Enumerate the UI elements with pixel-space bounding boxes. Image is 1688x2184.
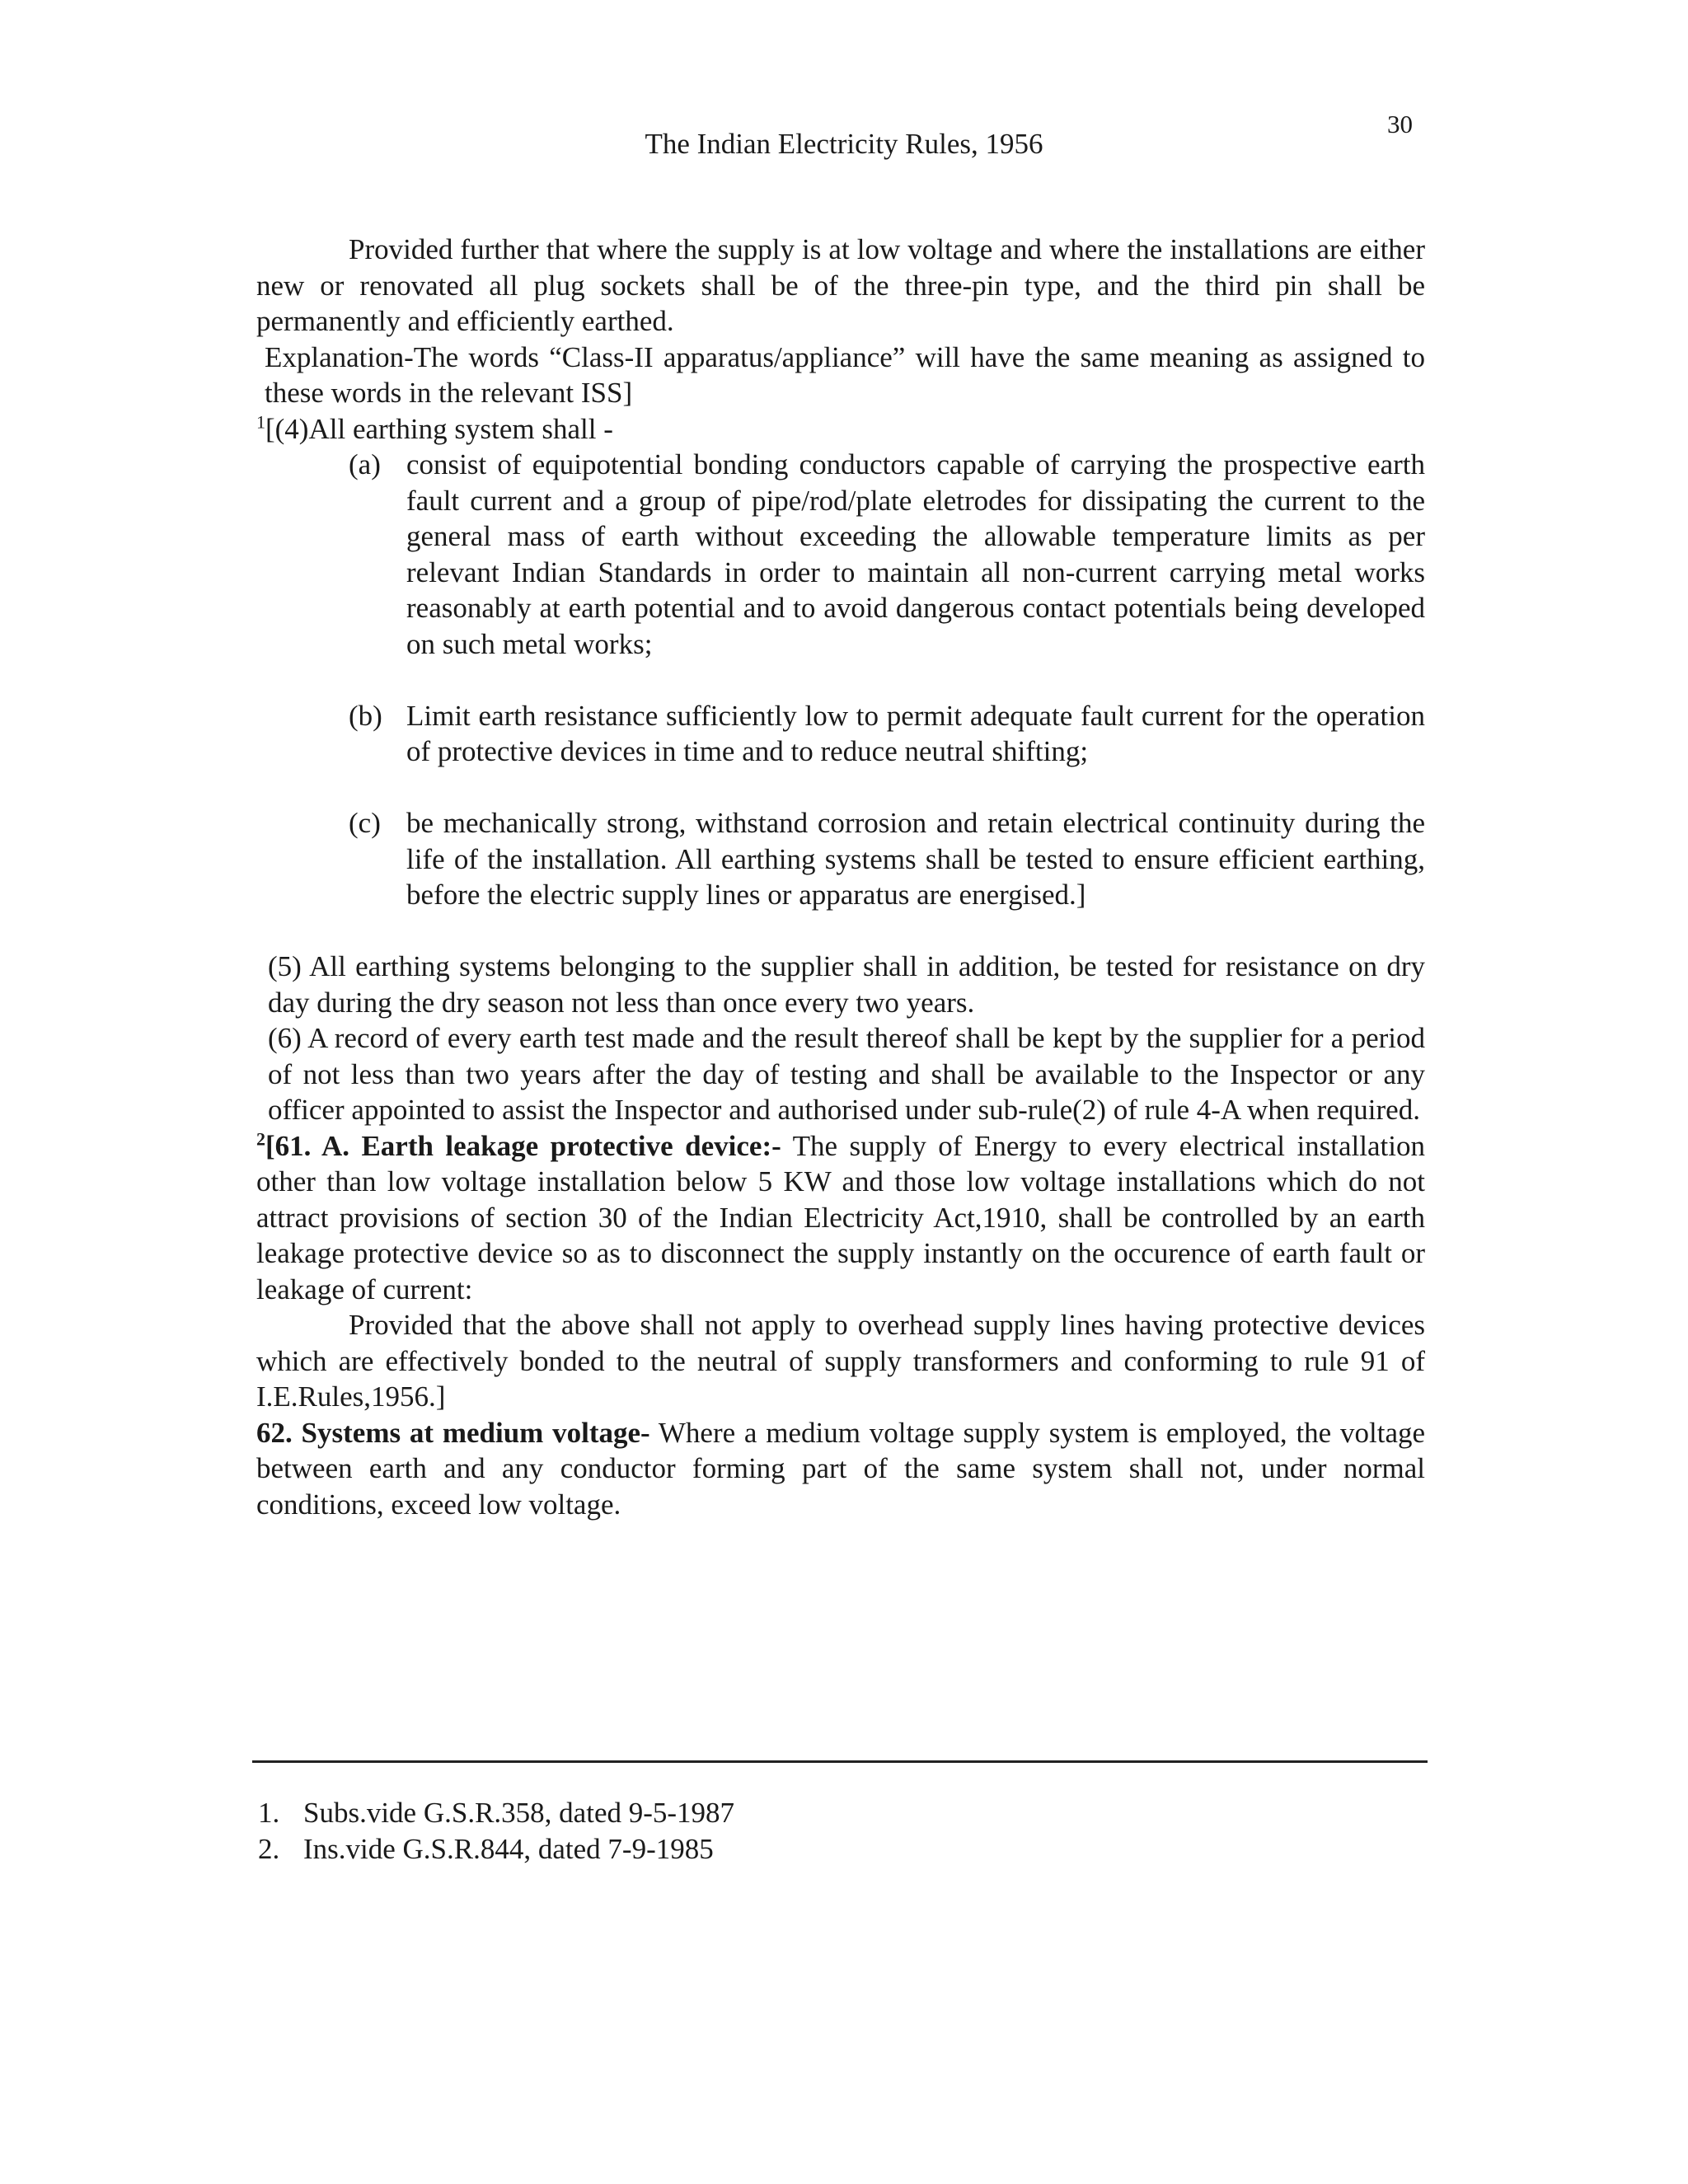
- body-text: [256, 232, 1425, 1522]
- footnote-divider: [252, 1760, 1428, 1763]
- rule-61a-proviso: Provided that the above shall not apply to overhead supply lines having protective devices which are effectively bonded to the neutral of supply transformers and conforming to rule 91 of I.E.Rules,1956.]: [256, 1309, 1425, 1413]
- clause-text: Limit earth resistance sufficiently low to permit adequate fault current for the operation of protective devices in time and to reduce neutral shifting;: [406, 699, 1425, 767]
- footnote-number: 2.: [258, 1833, 280, 1865]
- footnotes: [258, 1795, 734, 1868]
- rule-62-heading: 62. Systems at medium voltage-: [256, 1416, 650, 1449]
- footnote-ref-2: 2: [256, 1127, 265, 1149]
- rule-5-paragraph: (5) All earthing systems belonging to the supplier shall in addition, be tested for resistance on dry day during the dry season not less than once every two years.: [268, 950, 1425, 1019]
- rule-61a-text: The supply of Energy to every electrical installation other than low voltage installation below 5 KW and those low voltage installations which do not attract provisions of section 30 of the Indian Electricity Act,1910, shall be controlled by an earth leakage protective device so as to disconnect the supply instantly on the occurence of earth fault or leakage of current:: [256, 1129, 1425, 1305]
- rule-62-paragraph: [256, 1415, 1425, 1523]
- footnote-text: Subs.vide G.S.R.358, dated 9-5-1987: [303, 1797, 735, 1829]
- page-number: 30: [1387, 110, 1413, 138]
- rule-6-paragraph: (6) A record of every earth test made and the result thereof shall be kept by the supplier for a period of not less than two years after the day of testing and shall be available to the Inspector or any officer appointed to assist the Inspector and authorised under sub-rule(2) of rule 4-A when required.: [268, 1022, 1425, 1126]
- rule-62-text: Where a medium voltage supply system is employed, the voltage between earth and any conductor forming part of the same system shall not, under normal conditions, exceed low voltage.: [256, 1416, 1426, 1521]
- rule-4-heading: [256, 411, 1425, 448]
- explanation-paragraph: Explanation-The words “Class-II apparatus/appliance” will have the same meaning as assigned to these words in the relevant ISS]: [265, 340, 1425, 409]
- rule-61a-heading: [61. A. Earth leakage protective device:-: [265, 1129, 781, 1162]
- footnote-text: Ins.vide G.S.R.844, dated 7-9-1985: [303, 1833, 714, 1865]
- clause-text: be mechanically strong, withstand corrosion and retain electrical continuity during the life of the installation. All earthing systems shall be tested to ensure efficient earthing, before the electric supply lines or apparatus are energised.]: [406, 807, 1425, 911]
- footnote-2: [258, 1831, 734, 1868]
- rule-4-text: [(4)All earthing system shall -: [265, 412, 613, 445]
- rule-61a-paragraph: [256, 1128, 1425, 1308]
- proviso-paragraph: Provided further that where the supply is at low voltage and where the installations are either new or renovated all plug sockets shall be of the three-pin type, and the third pin shall be permanently and efficiently earthed.: [256, 233, 1425, 337]
- running-header: The Indian Electricity Rules, 1956: [645, 128, 1043, 160]
- clause-text: consist of equipotential bonding conductors capable of carrying the prospective earth fault current and a group of pipe/rod/plate eletrodes for dissipating the current to the general mass of earth without exceeding the allowable temperature limits as per relevant Indian Standards in order to maintain all non-current carrying metal works reasonably at earth potential and to avoid dangerous contact potentials being developed on such metal works;: [406, 448, 1425, 660]
- clause-c: [256, 805, 1425, 913]
- clause-a: [256, 447, 1425, 662]
- clause-b: [256, 698, 1425, 770]
- clause-label: (a): [349, 448, 381, 480]
- clause-label: (b): [349, 699, 382, 732]
- footnote-ref-1: 1: [256, 410, 265, 432]
- footnote-1: [258, 1795, 734, 1831]
- footnote-number: 1.: [258, 1797, 280, 1829]
- clause-label: (c): [349, 807, 381, 839]
